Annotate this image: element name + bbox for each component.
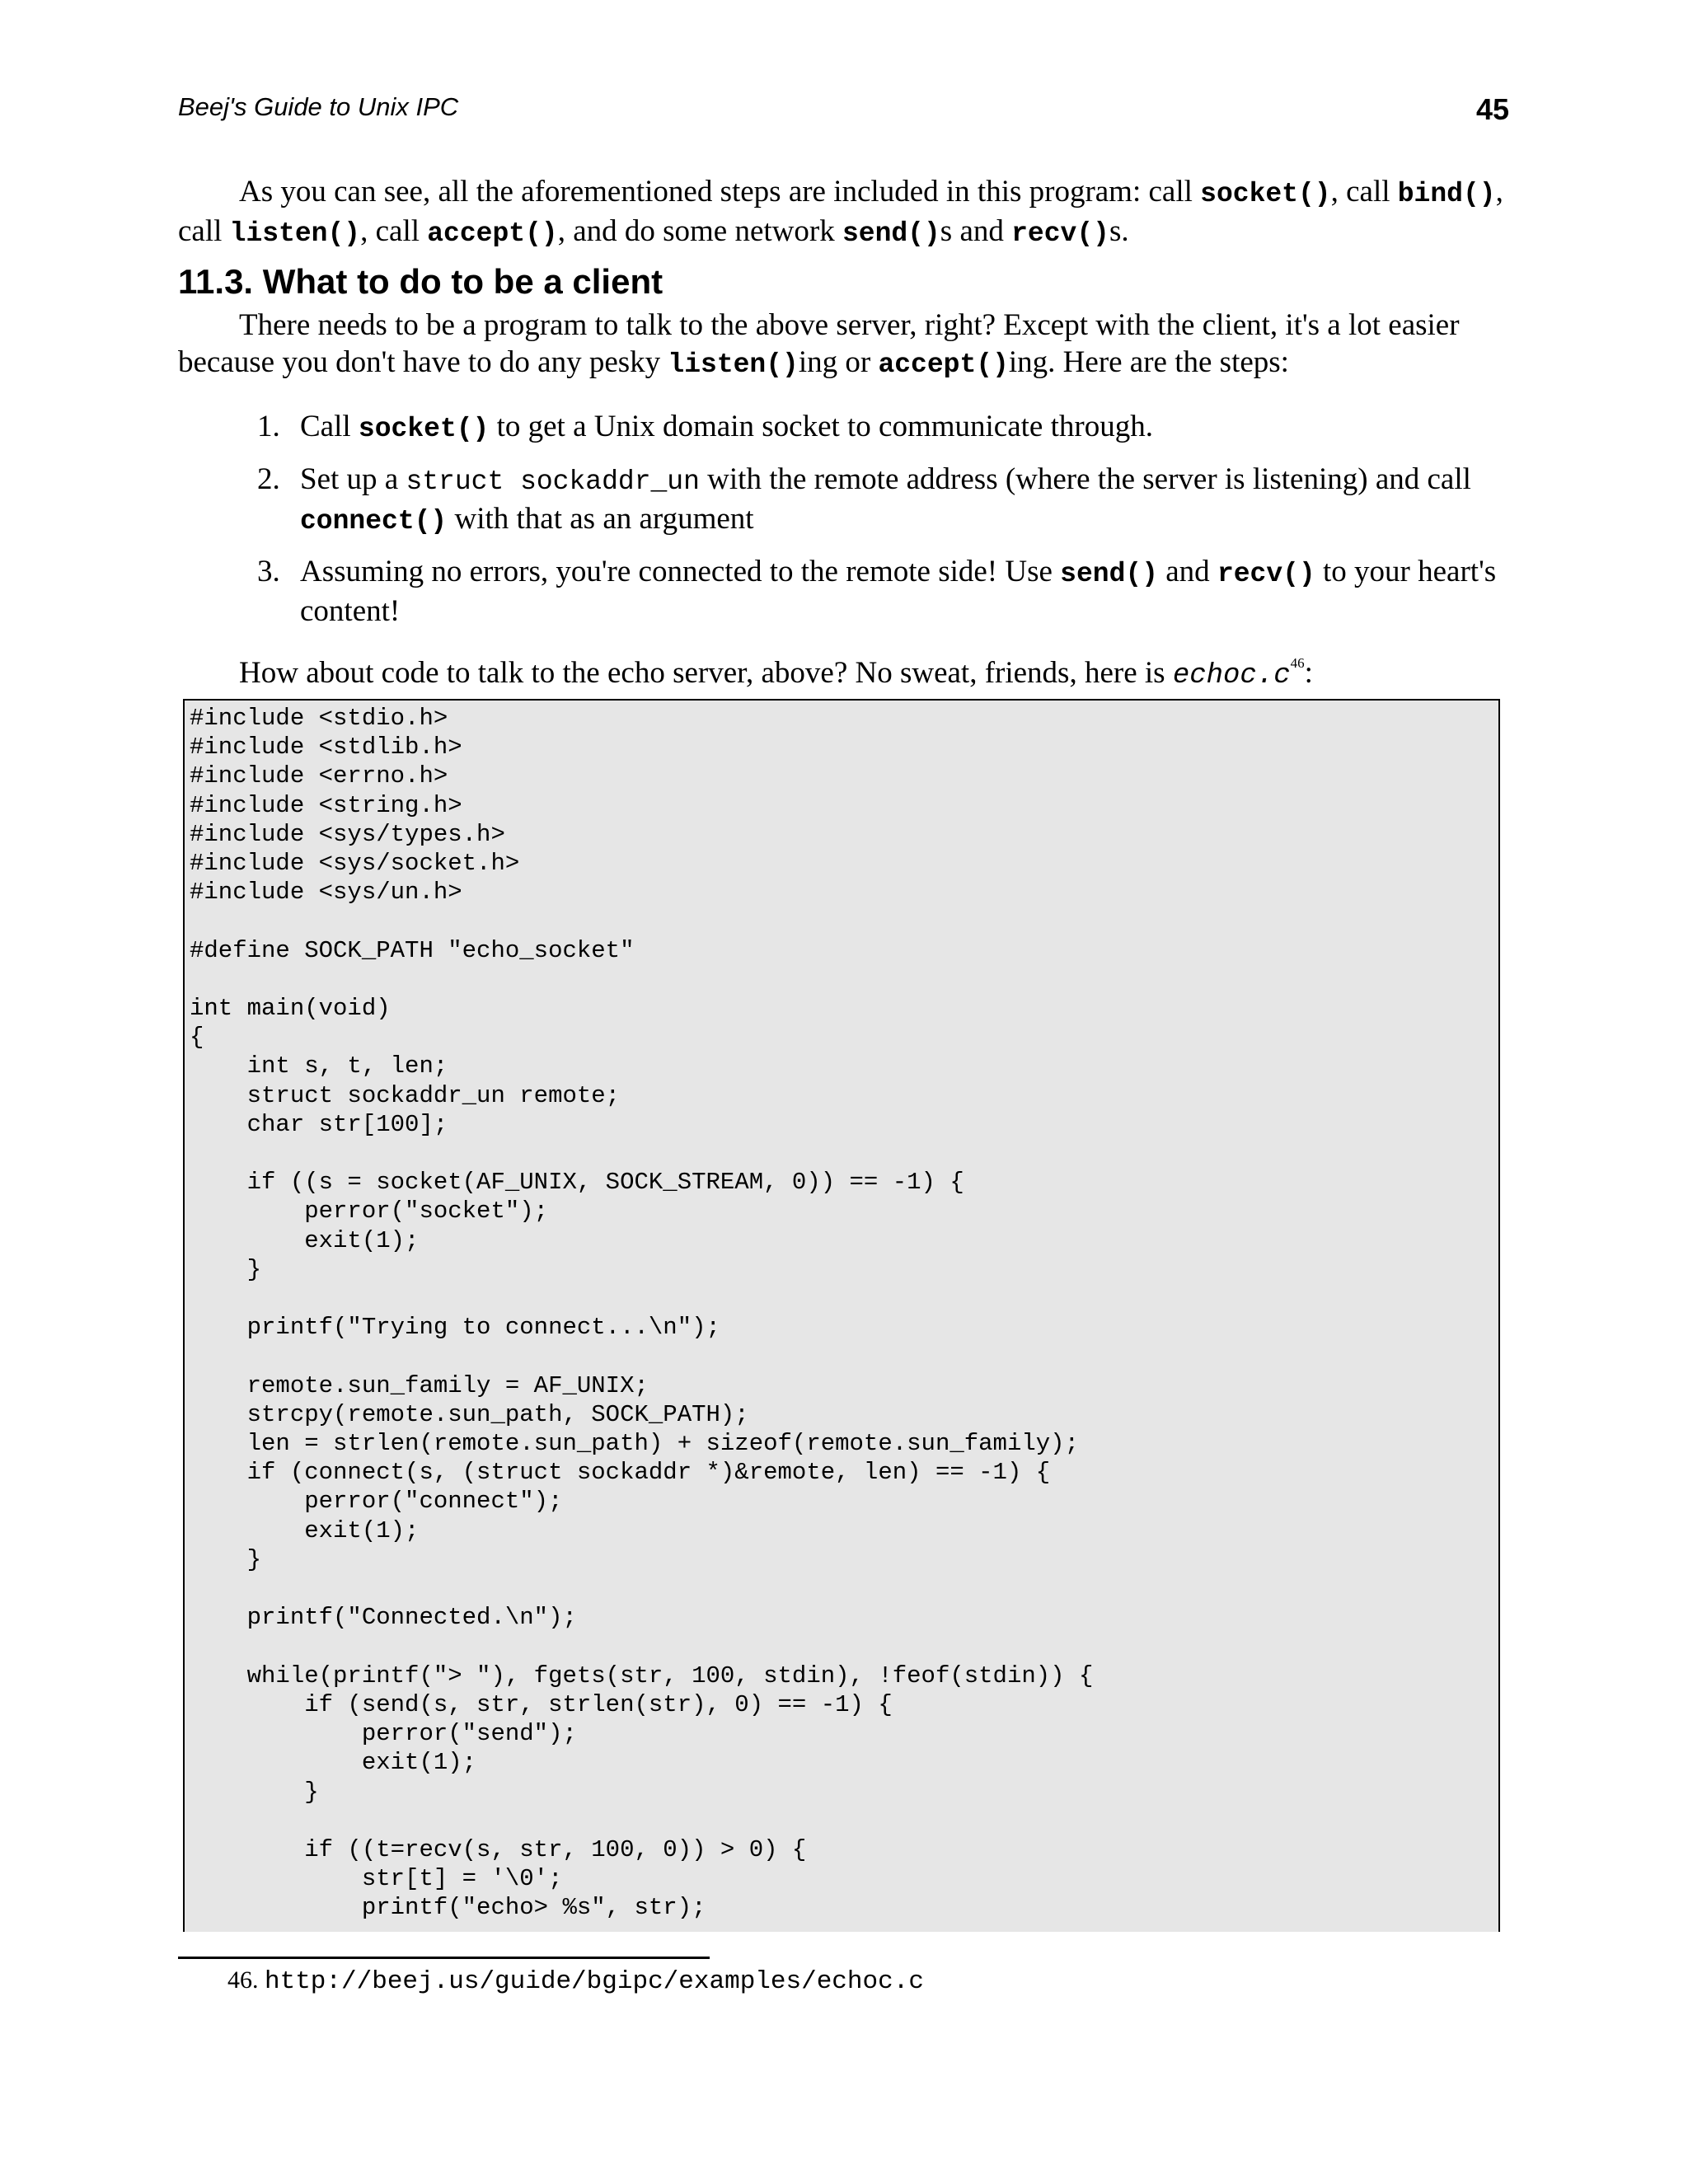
running-header: Beej's Guide to Unix IPC — [178, 92, 459, 121]
paragraph-text: : — [1304, 656, 1313, 690]
code-listing — [183, 699, 1500, 1932]
list-text: Set up a — [300, 462, 406, 496]
inline-code: accept() — [427, 218, 558, 249]
intro-text: s. — [1109, 214, 1129, 248]
inline-code: bind() — [1397, 179, 1496, 209]
list-text: and — [1158, 555, 1217, 588]
list-text: to your heart's content! — [300, 555, 1497, 628]
inline-code: recv() — [1011, 218, 1109, 249]
inline-code: socket() — [358, 414, 490, 444]
paragraph-text: How about code to talk to the echo server, above? No sweat, friends, here is — [239, 656, 1173, 690]
page-number: 45 — [1475, 92, 1509, 126]
section-paragraph — [178, 307, 1510, 383]
inline-code: socket() — [1200, 179, 1331, 209]
list-item — [178, 553, 1510, 630]
code-intro-paragraph — [178, 654, 1510, 695]
intro-text: , call — [360, 214, 428, 248]
section-heading: 11.3. What to do to be a client — [178, 262, 663, 301]
list-number: 1. — [257, 410, 280, 443]
code-text: #include <stdio.h> #include <stdlib.h> #include <errno.h> #include <string.h> #include <sys/types.h> #include <sys/socket.h> #include <sys/un.h> #define SOCK_PATH "echo_socket" int main(void) { int s, t, len; struct sockaddr_un remote; char str[100]; if ((s = socket(AF_UNIX, SOCK_STREAM, 0)) == -1) { perror("socket"); exit(1); } printf("Trying to connect...\n"); remote.sun_family = AF_UNIX; strcpy(remote.sun_path, SOCK_PATH); len = strlen(remote.sun_path) + sizeof(remote.sun_family); if (connect(s, (struct sockaddr *)&remote, len) == -1) { perror("connect"); exit(1); } printf("Connected.\n"); while(printf("> "), fgets(str, 100, stdin), !feof(stdin)) { if (send(s, str, strlen(str), 0) == -1) { perror("send"); exit(1); } if ((t=recv(s, str, 100, 0)) > 0) { str[t] = '\0'; printf("echo> %s", str); — [190, 705, 1094, 1922]
intro-text: , call — [1330, 175, 1398, 209]
intro-paragraph — [178, 173, 1510, 252]
list-number: 2. — [257, 462, 280, 496]
list-item — [178, 461, 1510, 540]
inline-code: accept() — [878, 349, 1009, 380]
footnote-link[interactable]: http://beej.us/guide/bgipc/examples/echoc.c — [265, 1967, 924, 1996]
intro-text: , call — [178, 175, 1503, 248]
intro-text: , and do some network — [557, 214, 842, 248]
list-text: Call — [300, 410, 359, 443]
intro-text: As you can see, all the aforementioned steps are included in this program: call — [239, 175, 1201, 209]
footnote — [227, 1966, 924, 1996]
inline-code: send() — [1060, 559, 1158, 589]
footnote-divider — [178, 1957, 710, 1959]
footnote-ref[interactable]: 46 — [1290, 655, 1305, 671]
list-number: 3. — [257, 555, 280, 588]
list-text: Assuming no errors, you're connected to the remote side! Use — [300, 555, 1061, 588]
list-item — [178, 408, 1510, 448]
inline-code: listen() — [668, 349, 799, 380]
paragraph-text: There needs to be a program to talk to the above server, right? Except with the client, it's a lot easier because you don't have to do any pesky — [178, 308, 1460, 379]
inline-code: connect() — [300, 506, 448, 537]
file-name: echoc.c — [1172, 660, 1291, 691]
list-text: to get a Unix domain socket to communicate through. — [489, 410, 1153, 443]
inline-code: recv() — [1217, 559, 1315, 589]
inline-code: struct sockaddr_un — [406, 466, 700, 497]
steps-list — [178, 408, 1510, 643]
paragraph-text: ing. Here are the steps: — [1008, 345, 1289, 379]
footnote-number: 46. — [227, 1966, 259, 1994]
list-text: with that as an argument — [447, 502, 754, 536]
inline-code: listen() — [229, 218, 361, 249]
intro-text: s and — [940, 214, 1012, 248]
inline-code: send() — [842, 218, 940, 249]
paragraph-text: ing or — [798, 345, 879, 379]
list-text: with the remote address (where the server is listening) and call — [699, 462, 1471, 496]
